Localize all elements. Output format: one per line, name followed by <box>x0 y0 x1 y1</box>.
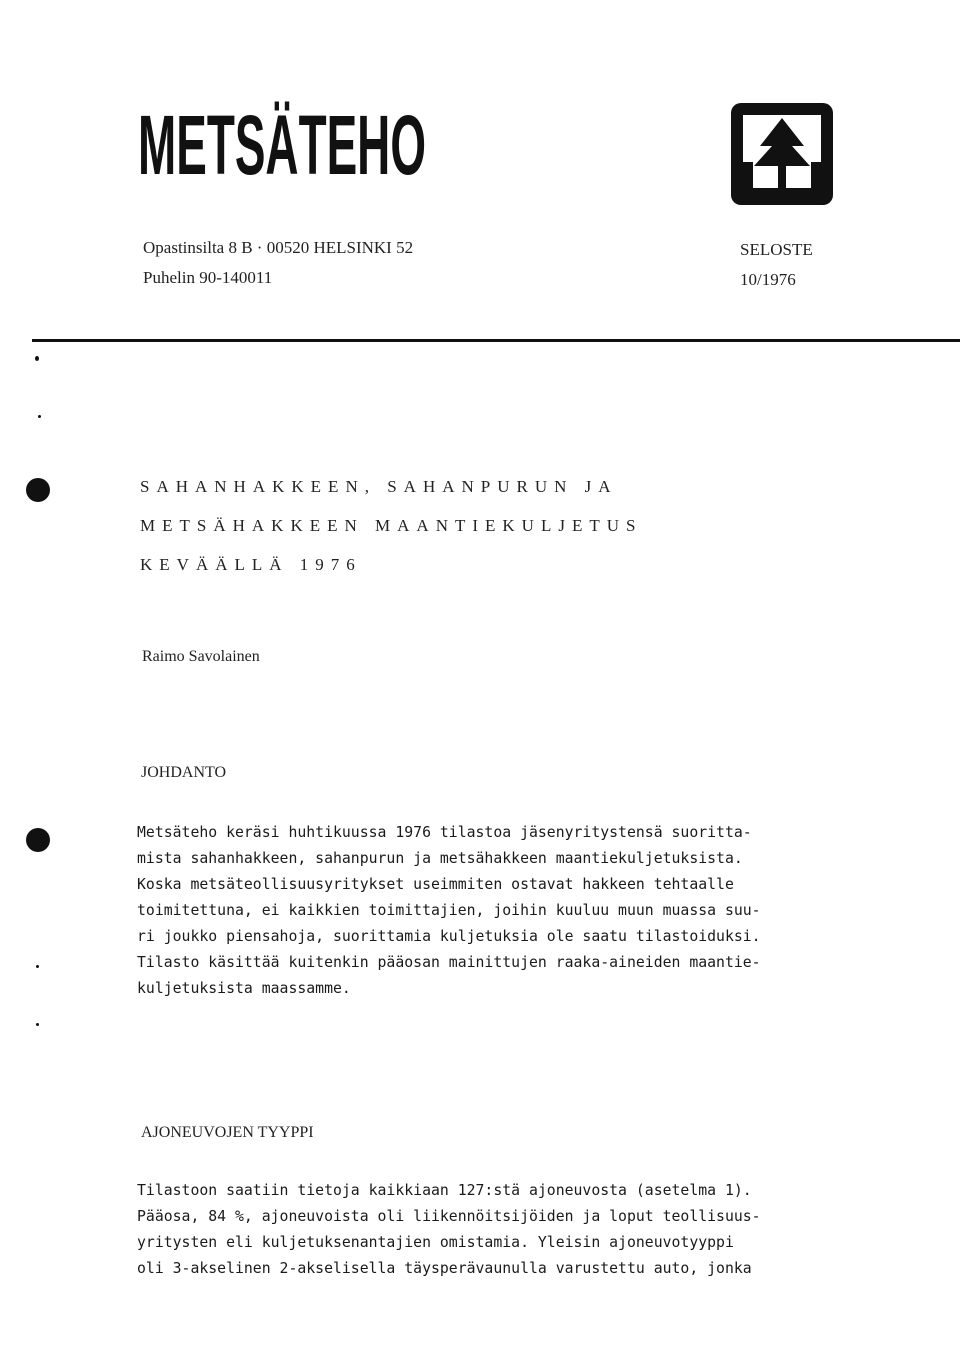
doc-number: 10/1976 <box>740 270 796 289</box>
text-line: oli 3-akselinen 2-akselisella täysperävaunulla varustettu auto, jonka <box>137 1260 752 1277</box>
section-heading: JOHDANTO <box>141 764 227 781</box>
title-line-1: SAHANHAKKEEN, SAHANPURUN JA <box>140 477 618 496</box>
metsateho-logo-wordmark <box>138 98 428 192</box>
text-line: Pääosa, 84 %, ajoneuvoista oli liikennöitsijöiden ja loput teollisuus- <box>137 1208 761 1225</box>
text-line: yritysten eli kuljetuksenantajien omistamia. Yleisin ajoneuvotyyppi <box>137 1234 734 1251</box>
speck <box>35 356 39 361</box>
punch-hole <box>26 478 50 502</box>
title-line-2: METSÄHAKKEEN MAANTIEKULJETUS <box>140 516 643 535</box>
title-line-3: KEVÄÄLLÄ 1976 <box>140 555 362 574</box>
author-name: Raimo Savolainen <box>142 648 260 665</box>
svg-text:METSÄTEHO: METSÄTEHO <box>138 98 426 192</box>
text-line: kuljetuksista maassamme. <box>137 980 351 997</box>
address-line: Opastinsilta 8 B · 00520 HELSINKI 52 <box>143 238 414 257</box>
section-paragraph <box>137 1178 837 1282</box>
phone-line: Puhelin 90-140011 <box>143 268 273 287</box>
text-line: Metsäteho keräsi huhtikuussa 1976 tilastoa jäsenyritystensä suoritta- <box>137 824 752 841</box>
punch-hole <box>26 828 50 852</box>
doc-type: SELOSTE <box>740 240 813 259</box>
speck <box>36 1023 39 1026</box>
text-line: Koska metsäteollisuusyritykset useimmiten ostavat hakkeen tehtaalle <box>137 876 734 893</box>
text-line: mista sahanhakkeen, sahanpurun ja metsähakkeen maantiekuljetuksista. <box>137 850 743 867</box>
section-paragraph <box>137 820 837 1002</box>
speck <box>38 415 41 418</box>
text-line: ri joukko piensahoja, suorittamia kuljetuksia ole saatu tilastoiduksi. <box>137 928 761 945</box>
text-line: Tilasto käsittää kuitenkin pääosan mainittujen raaka-aineiden maantie- <box>137 954 761 971</box>
text-line: toimitettuna, ei kaikkien toimittajien, joihin kuuluu muun muassa suu- <box>137 902 761 919</box>
section-heading: AJONEUVOJEN TYYPPI <box>141 1124 314 1141</box>
header-divider <box>32 339 960 342</box>
text-line: Tilastoon saatiin tietoja kaikkiaan 127:stä ajoneuvosta (asetelma 1). <box>137 1182 752 1199</box>
speck <box>36 965 39 968</box>
tree-logo-icon <box>728 100 836 208</box>
